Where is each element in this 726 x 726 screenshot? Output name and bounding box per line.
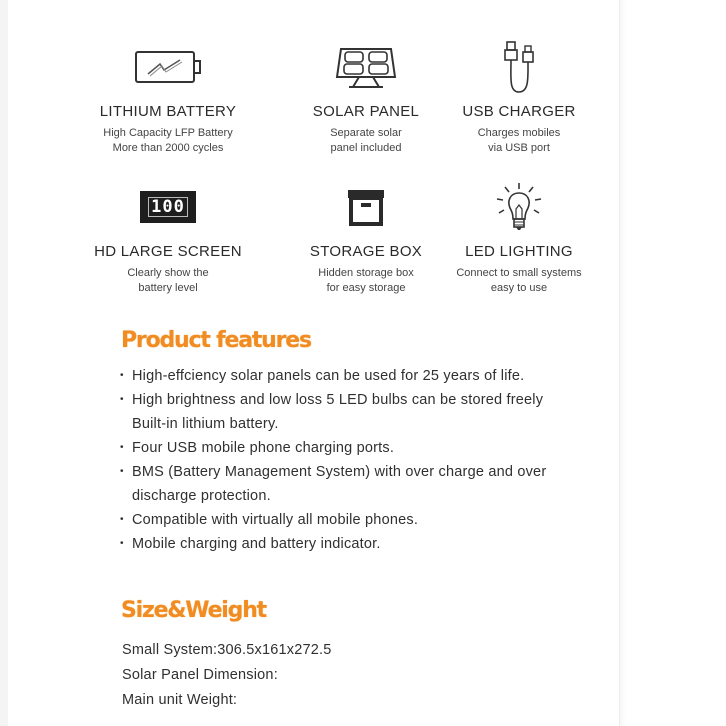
- feature-desc-line: Clearly show the: [127, 267, 209, 279]
- feature-title: USB CHARGER: [462, 103, 576, 120]
- page-left-edge: [0, 0, 8, 726]
- list-item: [120, 364, 610, 388]
- size-line: Solar Panel Dimension:: [122, 667, 278, 683]
- feature-desc-line: panel included: [330, 142, 402, 154]
- feature-desc-line: Separate solar: [330, 127, 402, 139]
- page-right-margin: [619, 0, 726, 726]
- lcd-screen-icon: [140, 191, 196, 223]
- feature-desc-line: Charges mobiles: [477, 127, 561, 139]
- storage-box-icon: [346, 188, 386, 226]
- feature-title: SOLAR PANEL: [312, 103, 420, 120]
- list-item-continuation: discharge protection.: [132, 488, 271, 504]
- product-features-heading: Product features: [121, 328, 311, 353]
- size-line: Small System:306.5x161x272.5: [122, 642, 332, 658]
- feature-title: STORAGE BOX: [309, 243, 423, 260]
- light-bulb-icon: [493, 181, 545, 233]
- feature-storage-box: [281, 181, 451, 296]
- feature-usb-charger: [434, 41, 604, 156]
- feature-lithium-battery: [83, 41, 253, 156]
- list-item-text: High-effciency solar panels can be used for 25 years of life.: [132, 368, 525, 384]
- bullet-dot: •: [120, 538, 124, 549]
- bullet-dot: •: [120, 370, 124, 381]
- list-item-text: Four USB mobile phone charging ports.: [132, 440, 395, 456]
- feature-led-lighting: [434, 181, 604, 296]
- feature-desc-line: High Capacity LFP Battery: [103, 127, 233, 139]
- list-item: [120, 460, 610, 508]
- feature-desc-line: Hidden storage box: [318, 267, 414, 279]
- product-features-list: [120, 364, 610, 556]
- feature-description: [281, 266, 451, 296]
- list-item-text: Mobile charging and battery indicator.: [132, 536, 381, 552]
- feature-desc-line: battery level: [138, 282, 198, 294]
- list-item: [120, 532, 610, 556]
- feature-description: [434, 266, 604, 296]
- feature-desc-line: via USB port: [488, 142, 550, 154]
- battery-icon: [134, 50, 202, 84]
- feature-description: [434, 126, 604, 156]
- list-item: [120, 508, 610, 532]
- bullet-dot: •: [120, 394, 124, 405]
- list-item: [120, 436, 610, 460]
- bullet-dot: •: [120, 466, 124, 477]
- usb-cable-icon: [499, 40, 539, 94]
- feature-desc-line: More than 2000 cycles: [112, 142, 224, 154]
- feature-description: [281, 126, 451, 156]
- size-line: Main unit Weight:: [122, 692, 238, 708]
- feature-title: LITHIUM BATTERY: [99, 103, 237, 120]
- feature-title: HD LARGE SCREEN: [94, 243, 242, 260]
- list-item-text: Compatible with virtually all mobile phones.: [132, 512, 419, 528]
- solar-panel-icon: [335, 45, 397, 89]
- bullet-dot: •: [120, 442, 124, 453]
- feature-title: LED LIGHTING: [465, 243, 573, 260]
- feature-desc-line: easy to use: [490, 282, 548, 294]
- list-item-continuation: Built-in lithium battery.: [132, 416, 279, 432]
- feature-solar-panel: [281, 41, 451, 156]
- screen-digits: 100: [148, 197, 188, 217]
- feature-desc-line: Connect to small systems: [456, 267, 582, 279]
- list-item-text: BMS (Battery Management System) with over charge and over: [132, 464, 547, 480]
- feature-description: [83, 266, 253, 296]
- bullet-dot: •: [120, 514, 124, 525]
- list-item: [120, 388, 610, 436]
- feature-hd-large-screen: [83, 181, 253, 296]
- size-weight-details: [122, 638, 332, 713]
- size-weight-heading: Size&Weight: [121, 598, 266, 623]
- list-item-text: High brightness and low loss 5 LED bulbs can be stored freely: [132, 392, 544, 408]
- feature-desc-line: for easy storage: [326, 282, 406, 294]
- feature-description: [83, 126, 253, 156]
